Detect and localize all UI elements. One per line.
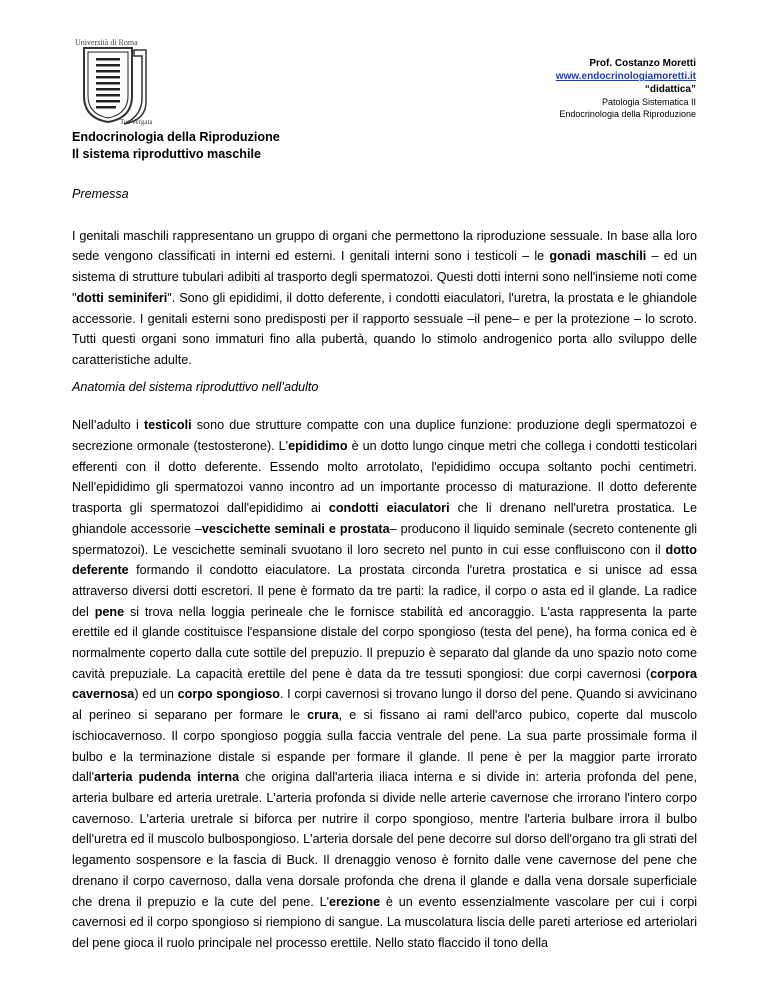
logo-top-text: Università di Roma <box>75 38 138 47</box>
header-course: Patologia Sistematica II <box>601 97 696 107</box>
document-body <box>72 129 697 954</box>
paragraph-anatomia: Nell’adulto i testicoli sono due strutture compatte con una duplice funzione: produzione degli spermatozoi e secrezione ormonale (testosterone). L'epididimo è un dotto lungo cinque metri che collega i condotti testicolari efferenti con il dotto deferente. Essendo molto arrotolato, l'epididimo occupa soltanto pochi centimetri. Nell'epididimo gli spermatozoi vanno incontro ad un importante processo di maturazione. Il dotto deferente trasporta gli spermatozoi dall'epididimo ai condotti eiaculatori che li drenano nell'uretra prostatica. Le ghiandole accessorie –vescichette seminali e prostata– producono il liquido seminale (secreto contenente gli spermatozoi). Le vescichette seminali svuotano il loro secreto nel punto in cui esse confluiscono con il dotto deferente formando il condotto eiaculatore. La prostata circonda l'uretra prostatica e si unisce ad essa attraverso diversi dotti escretori. Il pene è formato da tre parti: la radice, il corpo o asta ed il glande. La radice del pene si trova nella loggia perineale che le fornisce stabilità ed ancoraggio. L'asta rappresenta la parte erettile ed il glande costituisce l'espansione distale del corpo spongioso (testa del pene), ha forma conica ed è normalmente coperto dalla cute sottile del prepuzio. Il prepuzio è separato dal glande da uno spazio noto come cavità prepuziale. La capacità erettile del pene è data da tre tessuti spongiosi: due corpi cavernosi (corpora cavernosa) ed un corpo spongioso. I corpi cavernosi si trovano lungo il dorso del pene. Quando si avvicinano al perineo si separano per formare le crura, e si fissano ai rami dell'arco pubico, coperte dal muscolo ischiocavernoso. Il corpo spongioso poggia sulla faccia ventrale del pene. La sua parte prossimale forma il bulbo e la terminazione distale si espande per formare il glande. Il pene è per la maggior parte irrorato dall'arteria pudenda interna che origina dall'arteria iliaca interna e si divide in: arteria profonda del pene, arteria bulbare ed arteria uretrale. L'arteria profonda si divide nelle arterie cavernose che irrorano l'intero corpo cavernoso. L'arteria uretrale si biforca per nutrire il corpo spongioso, mentre l'arteria bulbare irrora il bulbo dell'uretra ed il muscolo bulbospongioso. L'arteria dorsale del pene decorre sul dorso dell'organo tra gli strati del legamento sospensore e la fascia di Buck. Il drenaggio venoso è fornito dalle vene cavernose del pene che drenano il corpo cavernoso, dalla vena dorsale profonda che drena il glande e dalla vena dorsale superficiale che drena il prepuzio e la cute del pene. L'erezione è un evento essenzialmente vascolare per cui i corpi cavernosi ed il corpo spongioso si riempiono di sangue. La muscolatura liscia delle pareti arteriose ed arteriolari del pene gioca il ruolo principale nel processo erettile. Nello stato flaccido il tono della <box>72 418 698 950</box>
header-url-link[interactable]: www.endocrinologiamoretti.it <box>555 71 696 82</box>
paragraph-premessa: I genitali maschili rappresentano un gruppo di organi che permettono la riproduzione sessuale. In base alla loro sede vengono classificati in interni ed esterni. I genitali interni sono i testicoli – le gonadi maschili – ed un sistema di strutture tubulari adibiti al trasporto degli spermatozoi. Questi dotti interni sono nell'insieme noti come "dotti seminiferi". Sono gli epididimi, il dotto deferente, i condotti eiaculatori, l'uretra, la prostata e le ghiandole accessorie. I genitali esterni sono predisposti per il rapporto sessuale –il pene– e per la protezione – lo scroto. Tutti questi organi sono immaturi fino alla pubertà, quando lo stimolo androgenico porta allo sviluppo delle caratteristiche adulte. <box>72 228 697 367</box>
university-logo <box>72 36 160 126</box>
header-subject: Endocrinologia della Riproduzione <box>559 109 696 119</box>
title-line-1: Endocrinologia della Riproduzione <box>72 130 280 144</box>
logo-bottom-text: Tor Vergata <box>120 118 153 126</box>
section-heading-anatomia: Anatomia del sistema riproduttivo nell’adulto <box>72 379 319 394</box>
document-title <box>72 129 697 163</box>
header-author: Prof. Costanzo Moretti <box>589 58 696 69</box>
document-header <box>556 57 696 120</box>
section-heading-premessa: Premessa <box>72 187 129 201</box>
header-tag: “didattica” <box>644 84 696 95</box>
title-line-2: Il sistema riproduttivo maschile <box>72 147 261 161</box>
